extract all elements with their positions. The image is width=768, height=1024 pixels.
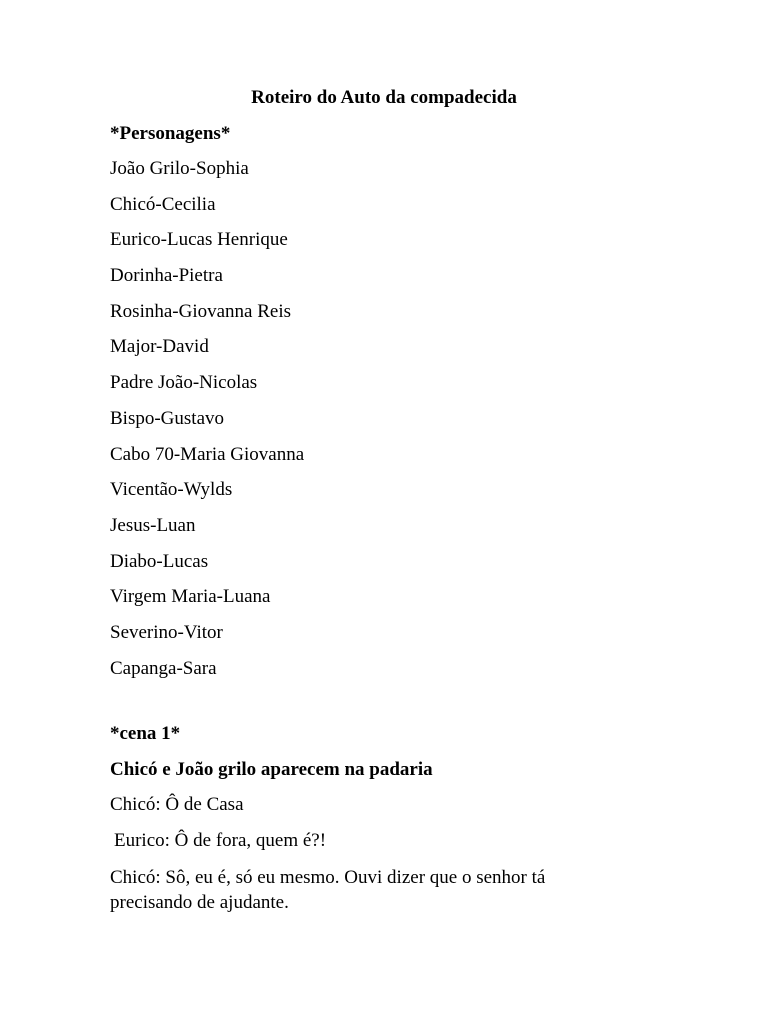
cast-item: Capanga-Sara: [110, 657, 217, 679]
dialogue-line: Eurico: Ô de fora, quem é?!: [114, 830, 327, 851]
cast-list: [110, 157, 304, 692]
cast-item: Major-David: [110, 336, 209, 358]
cast-item: Rosinha-Giovanna Reis: [110, 300, 292, 322]
cast-item: Bispo-Gustavo: [110, 407, 224, 429]
cast-item: Padre João-Nicolas: [110, 372, 258, 394]
scene-heading: *cena 1*: [110, 723, 181, 744]
cast-item: Jesus-Luan: [110, 514, 196, 536]
dialogue-line: Chicó: Ô de Casa: [110, 794, 244, 815]
cast-item: Diabo-Lucas: [110, 550, 209, 572]
characters-heading: *Personagens*: [110, 123, 231, 144]
dialogue-line: Chicó: Sô, eu é, só eu mesmo. Ouvi dizer que o senhor tá precisando de ajudante.: [110, 867, 546, 913]
document-title: Roteiro do Auto da compadecida: [251, 87, 517, 108]
cast-item: Severino-Vitor: [110, 621, 223, 643]
cast-item: Vicentão-Wylds: [110, 479, 233, 501]
scene-section: [110, 722, 630, 915]
cast-item: João Grilo-Sophia: [110, 158, 249, 179]
cast-item: Cabo 70-Maria Giovanna: [110, 443, 305, 465]
cast-item: Chicó-Cecilia: [110, 193, 216, 215]
cast-item: Dorinha-Pietra: [110, 265, 223, 287]
cast-item: Virgem Maria-Luana: [110, 586, 271, 608]
cast-item: Eurico-Lucas Henrique: [110, 229, 288, 251]
stage-direction: Chicó e João grilo aparecem na padaria: [110, 759, 433, 780]
